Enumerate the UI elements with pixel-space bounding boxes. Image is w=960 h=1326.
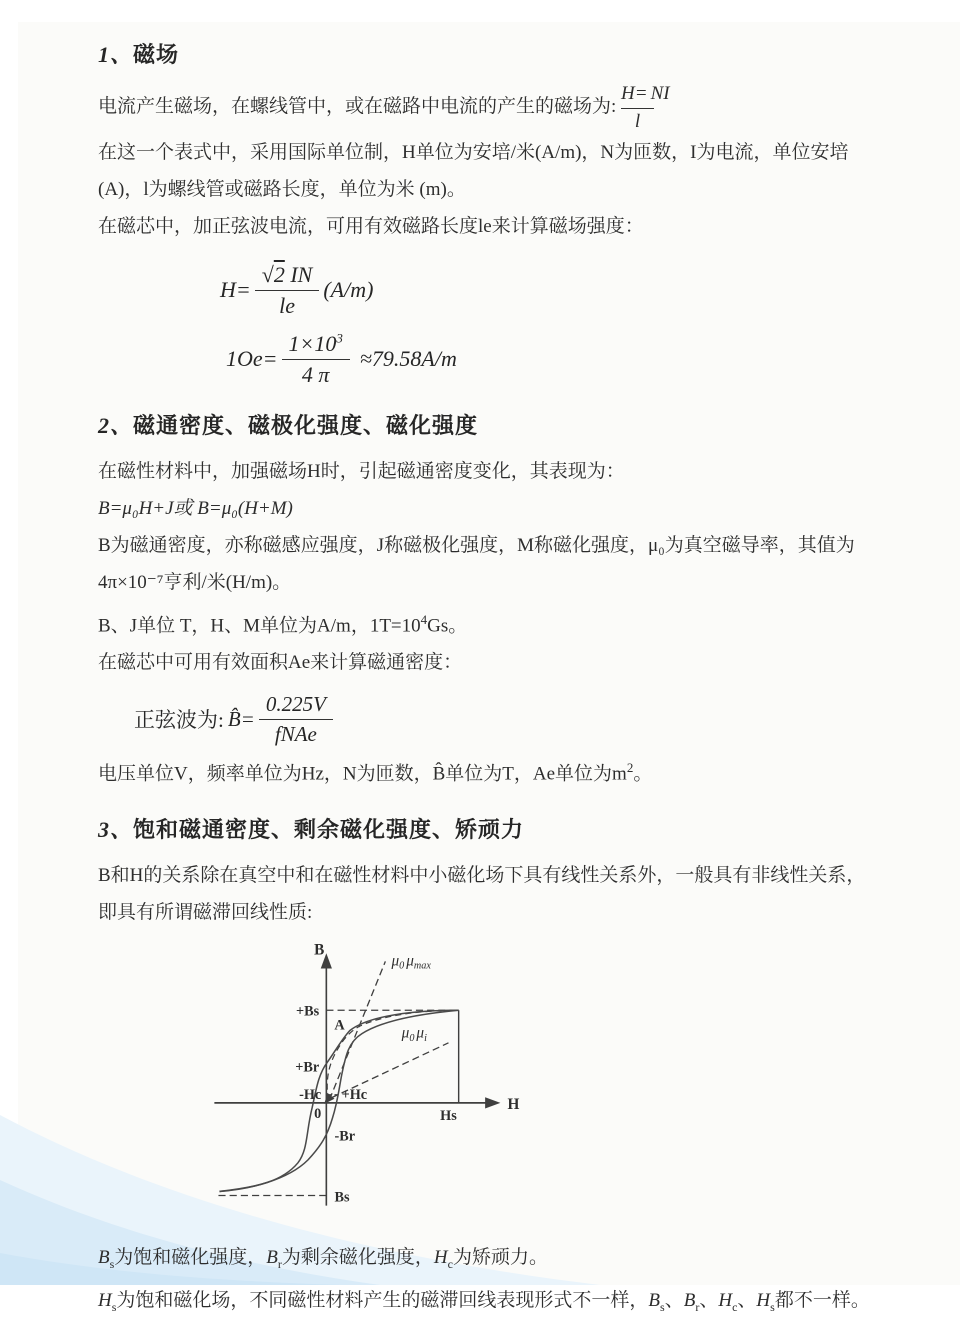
var-Bs: B bbox=[648, 1290, 661, 1312]
var-sub: c bbox=[447, 1256, 453, 1271]
var-Hs: H bbox=[98, 1290, 112, 1312]
formula-result: ≈79.58A/m bbox=[359, 346, 457, 371]
label-hc-positive: +Hc bbox=[341, 1086, 368, 1103]
label-hs: Hs bbox=[440, 1107, 457, 1124]
fraction bbox=[255, 261, 320, 320]
numerator-base: 1×10 bbox=[288, 330, 337, 356]
paragraph-si-units-cont: (A)，l为螺线管或磁路长度，单位为米 (m)。 bbox=[98, 178, 466, 200]
mu-sub-0: 0 bbox=[409, 1032, 415, 1044]
label-mu-initial bbox=[401, 1024, 427, 1043]
formula-lhs: B̂= bbox=[227, 706, 255, 731]
caption-text: 为饱和磁化强度， bbox=[114, 1246, 267, 1268]
caption-text: 为矫顽力。 bbox=[452, 1246, 548, 1268]
mu-sub-0: 0 bbox=[399, 960, 405, 972]
label-hc-negative: -Hc bbox=[299, 1086, 322, 1103]
radical-sign: √ bbox=[261, 261, 274, 287]
h-axis-arrow-icon bbox=[485, 1097, 500, 1108]
hysteresis-diagram bbox=[184, 939, 920, 1229]
section-3-number: 3、 bbox=[98, 816, 134, 842]
caption-text: 为剩余磁化强度， bbox=[281, 1246, 434, 1268]
formula-numerator bbox=[255, 261, 320, 292]
var-sub: s bbox=[660, 1300, 665, 1315]
bh-curve-svg bbox=[184, 939, 544, 1224]
formula-denominator: l bbox=[634, 110, 641, 132]
label-mu-max bbox=[390, 952, 431, 971]
section-3-heading bbox=[98, 815, 920, 845]
formula-oersted-conversion bbox=[226, 330, 920, 389]
formula-sine-flux-density bbox=[134, 691, 920, 748]
var-Bs: B bbox=[98, 1246, 110, 1268]
paragraph-effective-area: 在磁芯中可用有效面积Ae来计算磁通密度： bbox=[98, 651, 463, 673]
mu-symbol: μ bbox=[406, 952, 414, 970]
caption-text: 都不一样。 bbox=[774, 1290, 870, 1312]
label-origin: 0 bbox=[314, 1105, 322, 1122]
section-2-heading bbox=[98, 411, 920, 441]
numerator-rest: IN bbox=[284, 261, 313, 287]
label-bs-bottom: Bs bbox=[334, 1189, 350, 1206]
section-1-title: 磁场 bbox=[133, 42, 180, 67]
radicand: 2 bbox=[273, 261, 285, 287]
var-sub: s bbox=[770, 1300, 775, 1315]
formula-prefix: 正弦波为: bbox=[134, 708, 224, 733]
numerator-exponent: 3 bbox=[336, 330, 343, 346]
mu-symbol: μ bbox=[401, 1024, 410, 1042]
paragraph-formula-units bbox=[98, 749, 920, 792]
formula-units-exponent: 2 bbox=[626, 760, 634, 776]
formula-numerator bbox=[282, 330, 350, 361]
units-text: B、J单位 T，H、M单位为A/m，1T=10 bbox=[98, 614, 421, 636]
mu-symbol: μ bbox=[391, 952, 400, 970]
paragraph-field-intro bbox=[98, 82, 920, 134]
section-1-heading bbox=[98, 40, 920, 70]
inline-formula-H-NI-l bbox=[621, 82, 670, 134]
units-text-end: Gs。 bbox=[427, 614, 468, 636]
var-sub: r bbox=[277, 1256, 282, 1271]
formula-denominator: le bbox=[279, 293, 295, 318]
caption-text: 、 bbox=[737, 1290, 757, 1312]
formula-numerator: 0.225V bbox=[259, 691, 333, 720]
formula-units-text: 电压单位V，频率单位为Hz，N为匝数，B̂单位为T，Ae单位为m bbox=[98, 763, 627, 785]
fraction bbox=[282, 330, 350, 389]
var-sub: s bbox=[111, 1300, 117, 1315]
b-axis-label: B bbox=[314, 940, 325, 958]
var-Br: B bbox=[683, 1290, 696, 1312]
paragraph-hysteresis-intro: 即具有所谓磁滞回线性质: bbox=[98, 901, 313, 923]
formula-units: (A/m) bbox=[323, 277, 374, 302]
var-Hc: H bbox=[718, 1290, 733, 1312]
formula-denominator: fNAe bbox=[274, 722, 317, 747]
paragraph-units bbox=[98, 601, 920, 644]
mu-symbol: μ bbox=[416, 1024, 425, 1042]
formula-H-sqrt2IN-le bbox=[220, 261, 920, 320]
label-br-negative: -Br bbox=[334, 1128, 356, 1145]
section-3-title: 饱和磁通密度、剩余磁化强度、矫顽力 bbox=[133, 816, 525, 842]
paragraph-nonlinear: B和H的关系除在真空中和在磁性材料中小磁化场下具有线性关系外，一般具有非线性关系， bbox=[98, 864, 866, 886]
paragraph-si-units: 在这一个表式中，采用国际单位制，H单位为安培/米(A/m)，N为匝数，I为电流，单位安培 bbox=[98, 141, 849, 163]
section-1-number: 1、 bbox=[98, 42, 134, 67]
formula-B-mu0H: B=μ₀H+J或 B=μ₀(H+M) bbox=[98, 497, 293, 519]
mu-sub-i: i bbox=[424, 1032, 427, 1044]
formula-lhs: H= bbox=[621, 83, 648, 104]
caption-text: 、 bbox=[664, 1290, 684, 1312]
formula-lhs: 1Oe= bbox=[226, 346, 278, 371]
caption-variation bbox=[98, 1282, 920, 1326]
var-sub: r bbox=[695, 1300, 700, 1315]
var-sub: c bbox=[732, 1300, 738, 1315]
formula-denominator: 4 π bbox=[301, 362, 330, 387]
units-exponent: 4 bbox=[420, 611, 428, 627]
var-Hs: H bbox=[756, 1290, 771, 1312]
caption-definitions bbox=[98, 1239, 920, 1283]
formula-lhs: H= bbox=[220, 277, 251, 302]
paragraph-flux-intro: 在磁性材料中，加强磁场H时，引起磁通密度变化，其表现为： bbox=[98, 460, 625, 482]
var-sub: s bbox=[109, 1256, 115, 1271]
var-Br: B bbox=[266, 1246, 278, 1268]
paragraph-field-intro-text: 电流产生磁场，在螺线管中，或在磁路中电流的产生的磁场为: bbox=[98, 96, 622, 118]
paragraph-definitions: B为磁通密度，亦称磁感应强度，J称磁极化强度，M称磁化强度，μ₀为真空磁导率，其值为 bbox=[98, 534, 855, 556]
var-Hc: H bbox=[433, 1246, 448, 1268]
section-2-number: 2、 bbox=[98, 412, 134, 438]
paragraph-core-sine: 在磁芯中，加正弦波电流，可用有效磁路长度le来计算磁场强度： bbox=[98, 215, 644, 237]
formula-numerator: NI bbox=[621, 82, 654, 109]
formula-units-end: 。 bbox=[633, 763, 653, 785]
caption-text: 为饱和磁化场，不同磁性材料产生的磁滞回线表现形式不一样， bbox=[116, 1290, 649, 1312]
label-br-positive: +Br bbox=[295, 1058, 320, 1075]
label-point-a: A bbox=[334, 1017, 345, 1034]
section-2-title: 磁通密度、磁极化强度、磁化强度 bbox=[133, 412, 479, 438]
fraction bbox=[259, 691, 333, 748]
mu-sub-max: max bbox=[413, 960, 431, 972]
h-axis-label: H bbox=[507, 1095, 520, 1113]
label-bs-positive: +Bs bbox=[296, 1002, 320, 1019]
caption-text: 、 bbox=[699, 1290, 719, 1312]
paragraph-mu0-value: 4π×10⁻⁷亨利/米(H/m)。 bbox=[98, 571, 292, 593]
